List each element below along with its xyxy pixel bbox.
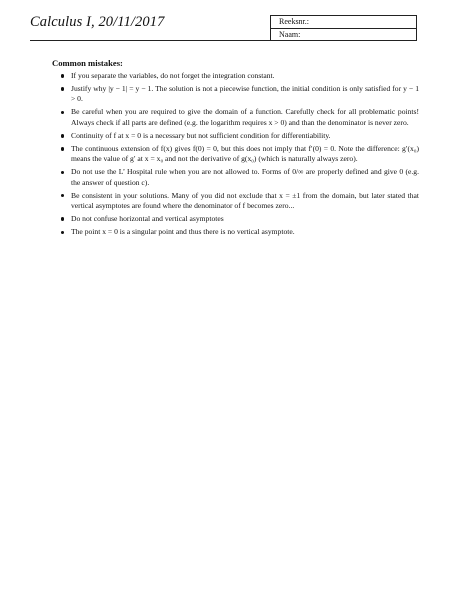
- list-item: The continuous extension of f(x) gives f(0) = 0, but this does not imply that f′(0) = 0. Note the difference: g′(x₀) means the value of g′ at x = x₀ and not the derivative of g(x₀) (which is naturally always zero).: [57, 144, 419, 165]
- section-heading: Common mistakes:: [52, 58, 123, 68]
- list-item: If you separate the variables, do not forget the integration constant.: [57, 71, 419, 81]
- name-field: Naam:: [271, 28, 416, 41]
- series-number-field: Reeksnr.:: [279, 17, 309, 26]
- student-id-box: [270, 15, 417, 41]
- list-item: Be consistent in your solutions. Many of you did not exclude that x = ±1 from the domain, but later stated that vertical asymptotes are found where the denominator of f becomes zero...: [57, 191, 419, 212]
- list-item: Do not confuse horizontal and vertical asymptotes: [57, 214, 419, 224]
- list-item: The point x = 0 is a singular point and thus there is no vertical asymptote.: [57, 227, 419, 237]
- header-divider: [30, 40, 270, 41]
- list-item: Continuity of f at x = 0 is a necessary but not sufficient condition for differentiability.: [57, 131, 419, 141]
- page-title: Calculus I, 20/11/2017: [30, 14, 165, 30]
- list-item: Be careful when you are required to give the domain of a function. Carefully check for all problematic points! Always check if all parts are defined (e.g. the logarithm requires x > 0) and than the denominator is never zero.: [57, 107, 419, 128]
- list-item: Justify why |y − 1| = y − 1. The solution is not a piecewise function, the initial condition is only satisfied for y − 1 > 0.: [57, 84, 419, 105]
- list-item: Do not use the L’ Hospital rule when you are not allowed to. Forms of 0/∞ are properly defined and give 0 (e.g. the answer of question c).: [57, 167, 419, 188]
- mistakes-list: [57, 71, 419, 240]
